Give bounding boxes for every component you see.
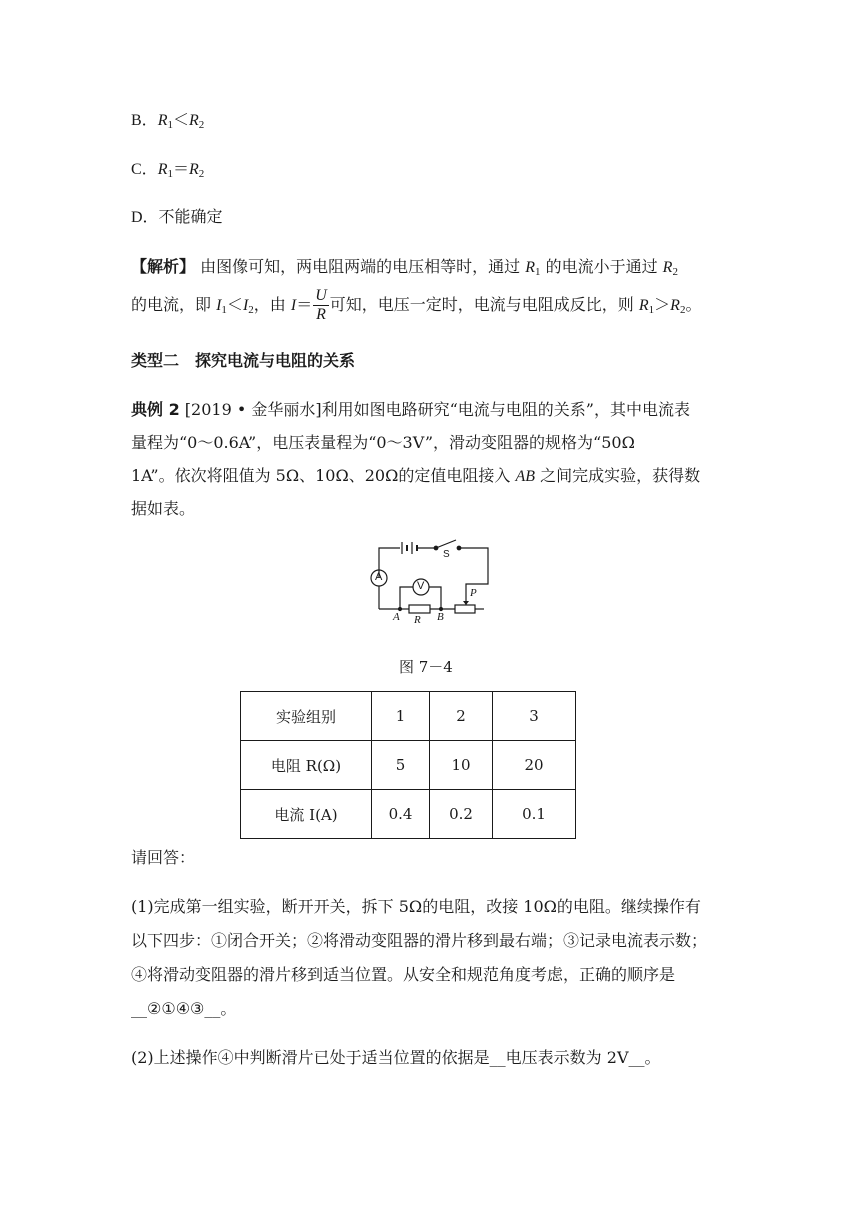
- section-title: 类型二 探究电流与电阻的关系: [131, 351, 356, 370]
- question-1-answer: __②①④③__: [131, 999, 221, 1018]
- point-b-label: B: [437, 611, 444, 623]
- option-c-label: C．: [131, 161, 158, 178]
- ohms-law-fraction: $\frac{U}{R}$: [315, 287, 327, 323]
- table-cell: 0.2: [430, 790, 493, 839]
- point-a-label: A: [393, 611, 400, 623]
- table-cell: 3: [493, 692, 576, 741]
- table-row: [241, 741, 576, 790]
- table-cell: 10: [430, 741, 493, 790]
- ammeter-label: A: [375, 571, 383, 583]
- analysis-line-2: 的电流，即 $I_1<I_2$，由 I＝ $\frac{U}{R}$ 可知，电压一定时，电流与电阻成反比，则 $R_1>R_2$。: [131, 287, 702, 323]
- table-cell: 0.4: [372, 790, 430, 839]
- slider-label: P: [470, 587, 477, 599]
- resistor-icon: [409, 605, 430, 613]
- question-prompt: 请回答：: [131, 848, 196, 867]
- question-1-answer-line: __②①④③__。: [131, 999, 237, 1018]
- data-table: [240, 691, 576, 839]
- voltmeter-label: V: [417, 580, 425, 592]
- question-2-answer: __电压表示数为 2V__: [489, 1048, 645, 1067]
- option-c: C．$R_1=R_2$: [131, 161, 205, 180]
- switch-label: S: [443, 549, 450, 560]
- option-d-label: D．不能确定: [131, 209, 223, 226]
- question-1-line-2: 以下四步：①闭合开关；②将滑动变阻器的滑片移到最右端；③记录电流表示数；: [131, 931, 708, 950]
- example-line-4: 据如表。: [131, 499, 196, 518]
- figure-caption: 图 7－4: [399, 658, 453, 676]
- option-b-label: B．: [131, 112, 158, 129]
- table-cell: 2: [430, 692, 493, 741]
- analysis-tag: 【解析】: [131, 257, 196, 276]
- table-cell: 0.1: [493, 790, 576, 839]
- table-cell: 电流 I(A): [241, 790, 372, 839]
- table-cell: 5: [372, 741, 430, 790]
- table-cell: 20: [493, 741, 576, 790]
- table-cell: 实验组别: [241, 692, 372, 741]
- rheostat-icon: [455, 605, 475, 613]
- example-line-3: 1A”。依次将阻值为 5Ω、10Ω、20Ω的定值电阻接入 AB 之间完成实验，获得数: [131, 466, 701, 485]
- resistor-label: R: [414, 614, 421, 626]
- example-line-1: 典例 2 [2019 • 金华丽水]利用如图电路研究“电流与电阻的关系”，其中电流表: [131, 400, 690, 419]
- example-label: 典例 2: [131, 400, 180, 419]
- example-line-2: 量程为“0～0.6A”，电压表量程为“0～3V”，滑动变阻器的规格为“50Ω: [131, 433, 635, 452]
- table-cell: 1: [372, 692, 430, 741]
- table-row: [241, 790, 576, 839]
- question-2-line: (2)上述操作④中判断滑片已处于适当位置的依据是__电压表示数为 2V__。: [131, 1048, 661, 1067]
- table-cell: 电阻 R(Ω): [241, 741, 372, 790]
- table-row: [241, 692, 576, 741]
- option-d: [131, 208, 223, 228]
- switch-icon: [434, 546, 438, 550]
- question-1-line-1: (1)完成第一组实验，断开开关，拆下 5Ω的电阻，改接 10Ω的电阻。继续操作有: [131, 897, 701, 916]
- question-1-line-3: ④将滑动变阻器的滑片移到适当位置。从安全和规范角度考虑，正确的顺序是: [131, 965, 676, 984]
- analysis-line-1: 【解析】 由图像可知，两电阻两端的电压相等时，通过 $R_1$ 的电流小于通过 $R_2$: [131, 257, 678, 278]
- option-b: B．$R_1<R_2$: [131, 112, 205, 131]
